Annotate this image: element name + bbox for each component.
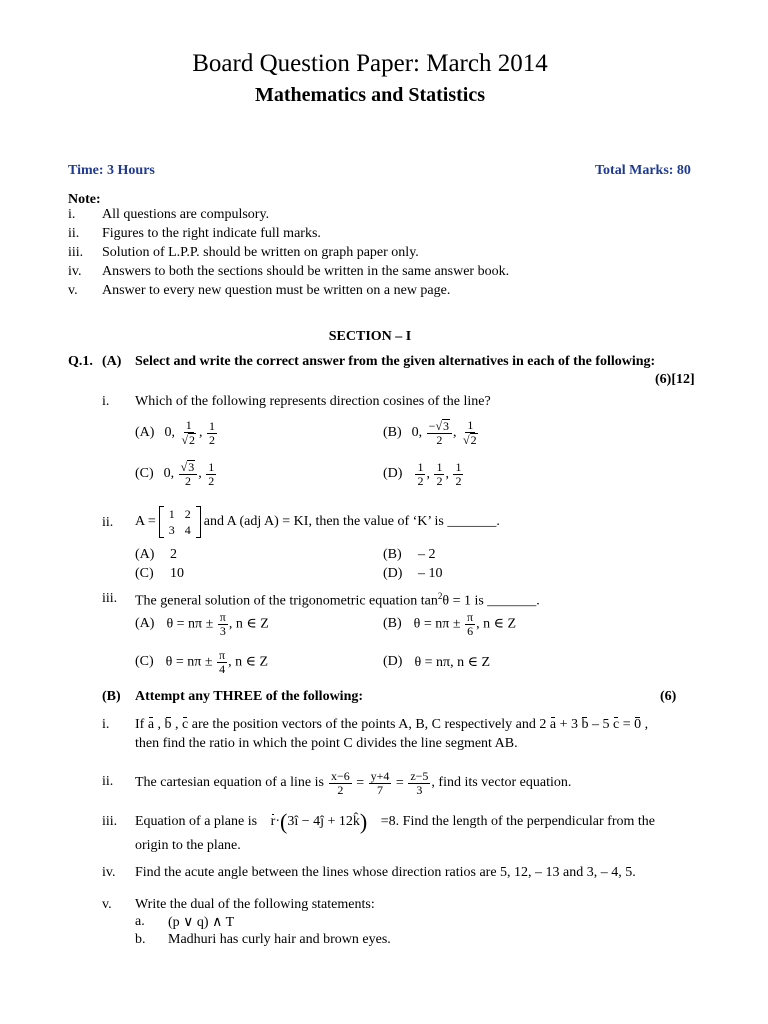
- text-part: θ = 1 is _______.: [442, 593, 540, 609]
- option-expression: θ = nπ ± $\frac{\pi}{6}$ , n ∈ Z: [413, 609, 517, 638]
- text-part: Equation of a plane is: [135, 814, 258, 829]
- option-label: (D): [383, 654, 403, 669]
- note-text: Solution of L.P.P. should be written on graph paper only.: [102, 245, 419, 260]
- sub-item-label: b.: [135, 932, 146, 947]
- subq-num: iii.: [102, 591, 118, 606]
- matrix-cell: 1: [168, 507, 175, 521]
- matrix: [159, 506, 201, 538]
- note-num: v.: [68, 283, 78, 298]
- option-expression: θ = nπ ± $\frac{\pi}{3}$ , n ∈ Z: [166, 609, 269, 638]
- note-text: Answers to both the sections should be written in the same answer book.: [102, 264, 510, 279]
- note-text: All questions are compulsory.: [102, 207, 270, 222]
- part-a-label: (A): [102, 354, 122, 369]
- option-label: (C): [135, 566, 154, 581]
- subq-text: [135, 806, 655, 838]
- option-b: [383, 607, 516, 641]
- option-c: [135, 645, 268, 679]
- sub-item-text: (p ∨ q) ∧ T: [168, 915, 235, 930]
- option-value: – 2: [418, 547, 436, 562]
- part-b-marks: (6): [660, 689, 677, 704]
- plane-equation: r·(3î − 4ĵ + 12k̂): [270, 809, 368, 834]
- section-heading: SECTION – I: [328, 329, 412, 344]
- note-heading: Note:: [68, 192, 101, 207]
- option-label: (D): [383, 466, 403, 481]
- part-a-instruction: Select and write the correct answer from the given alternatives in each of the following:: [135, 354, 656, 369]
- subq-text: Which of the following represents direction cosines of the line?: [135, 394, 491, 409]
- option-value: – 10: [418, 566, 443, 581]
- option-c: [135, 456, 217, 492]
- option-b: [383, 415, 481, 451]
- option-value: 2: [170, 547, 177, 562]
- option-expression: 0, √ 3 2 , $\frac{1}{2}$: [163, 459, 215, 488]
- option-label: (A): [135, 425, 155, 440]
- option-label: (A): [135, 616, 155, 631]
- option-expression: θ = nπ ± $\frac{\pi}{4}$ , n ∈ Z: [165, 647, 269, 676]
- option-label: (D): [383, 566, 403, 581]
- subq-text: If a , b , c are the position vectors of the points A, B, C respectively and 2 a + 3 b – 5 c = 0 ,: [135, 717, 649, 732]
- subq-num: i.: [102, 717, 110, 732]
- subq-text-line2: origin to the plane.: [135, 838, 241, 853]
- subq-text-line2: then find the ratio in which the point C divides the line segment AB.: [135, 736, 518, 751]
- note-num: ii.: [68, 226, 80, 241]
- total-marks-label: Total Marks: 80: [595, 163, 691, 178]
- option-a: [135, 415, 218, 451]
- option-label: (C): [135, 466, 154, 481]
- subq-num: i.: [102, 394, 110, 409]
- option-label: (A): [135, 547, 155, 562]
- part-a-marks: (6)[12]: [655, 372, 695, 387]
- subq-text: [135, 501, 500, 543]
- option-value: 10: [170, 566, 184, 581]
- note-num: iii.: [68, 245, 84, 260]
- option-expression: $\frac{1}{2}$ , $\frac{1}{2}$ , $\frac{1}{2}$: [417, 459, 462, 488]
- matrix-cell: 2: [184, 507, 191, 521]
- subq-num: v.: [102, 897, 112, 912]
- matrix-cell: 3: [168, 523, 175, 537]
- paper-title: Board Question Paper: March 2014: [192, 50, 548, 77]
- subq-text: [135, 763, 571, 803]
- option-label: (B): [383, 425, 402, 440]
- paper-subtitle: Mathematics and Statistics: [255, 84, 485, 106]
- cartesian-equation: $\frac{x-6}{2}$ = $\frac{y+4}{7}$ = $\frac{z-5}{3}$: [330, 768, 429, 797]
- note-text: Answer to every new question must be written on a new page.: [102, 283, 451, 298]
- text-part: =8. Find the length of the perpendicular from the: [380, 814, 655, 829]
- matrix-lhs: A =: [135, 514, 156, 529]
- subq-rest: and A (adj A) = KI, then the value of ‘K’ is _______.: [203, 514, 500, 529]
- option-label: (B): [383, 547, 402, 562]
- time-label: Time: 3 Hours: [68, 163, 155, 178]
- part-b-instruction: Attempt any THREE of the following:: [135, 689, 364, 704]
- sub-item-text: Madhuri has curly hair and brown eyes.: [168, 932, 391, 947]
- text-part: The general solution of the trigonometric equation tan: [135, 593, 438, 609]
- subq-num: ii.: [102, 774, 114, 789]
- text-part: , find its vector equation.: [431, 775, 572, 790]
- question-number: Q.1.: [68, 354, 93, 369]
- part-b-label: (B): [102, 689, 121, 704]
- subq-text: Find the acute angle between the lines whose direction ratios are 5, 12, – 13 and 3, – 4, 5.: [135, 865, 636, 880]
- superscript: 2: [437, 591, 443, 601]
- option-expression: θ = nπ, n ∈ Z: [414, 654, 491, 670]
- subq-num: iii.: [102, 814, 118, 829]
- option-label: (B): [383, 616, 402, 631]
- matrix-cell: 4: [184, 523, 191, 537]
- note-text: Figures to the right indicate full marks.: [102, 226, 321, 241]
- subq-num: iv.: [102, 865, 116, 880]
- subq-num: ii.: [102, 515, 114, 530]
- note-num: iv.: [68, 264, 82, 279]
- text-part: The cartesian equation of a line is: [135, 775, 324, 790]
- option-expression: 0, −√ 3 2 , 1 √ 2: [411, 418, 477, 447]
- option-d: [383, 645, 490, 679]
- option-label: (C): [135, 654, 154, 669]
- sub-item-label: a.: [135, 914, 145, 929]
- note-num: i.: [68, 207, 76, 222]
- option-d: [383, 456, 464, 492]
- subq-text: Write the dual of the following statements:: [135, 897, 375, 912]
- option-expression: 0, 1 √ 2 , $\frac{1}{2}$: [164, 418, 216, 447]
- option-a: [135, 607, 269, 641]
